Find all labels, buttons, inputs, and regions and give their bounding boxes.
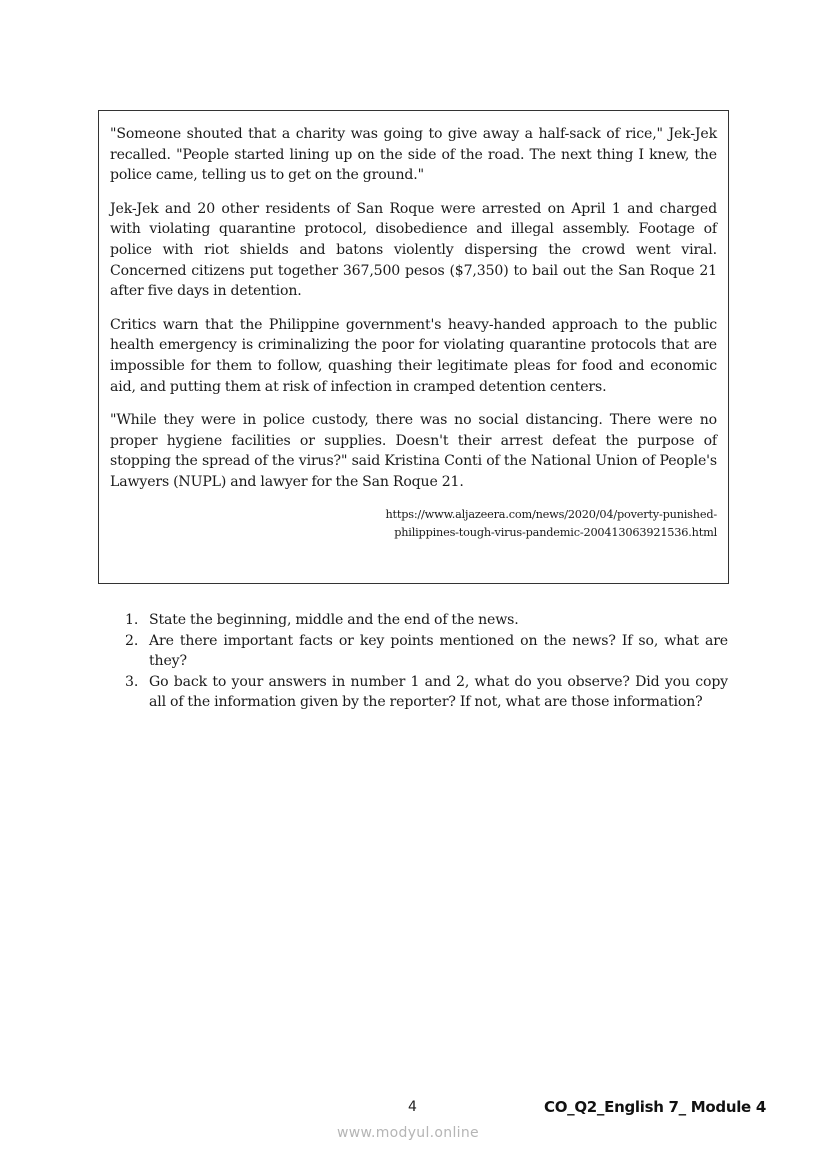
module-label: CO_Q2_English 7_ Module 4 bbox=[543, 1098, 766, 1116]
news-paragraph-2: Jek-Jek and 20 other residents of San Roque were arrested on April 1 and charged with violating quarantine protocol, disobedience and illegal assembly. Footage of police with riot shields and batons violently dispersing the crowd went viral. Concerned citizens put together 367,500 pesos ($7,350) to bail out the San Roque 21 after five days in detention. bbox=[110, 200, 717, 300]
source-url-line-2: philippines-tough-virus-pandemic-200413063921536.html bbox=[394, 525, 717, 539]
news-excerpt-box bbox=[98, 110, 729, 584]
question-item bbox=[122, 631, 728, 672]
question-number: 3. bbox=[125, 673, 139, 690]
question-text: Go back to your answers in number 1 and 2, what do you observe? Did you copy all of the information given by the reporter? If not, what are those information? bbox=[149, 673, 728, 711]
news-paragraph-1: "Someone shouted that a charity was going to give away a half-sack of rice," Jek-Jek recalled. "People started lining up on the side of the road. The next thing I knew, the police came, telling us to get on the ground." bbox=[110, 126, 717, 184]
news-paragraph-3: Critics warn that the Philippine government's heavy-handed approach to the public health emergency is criminalizing the poor for violating quarantine protocols that are impossible for them to follow, quashing their legitimate pleas for food and economic aid, and putting them at risk of infection in cramped detention centers. bbox=[110, 316, 717, 395]
news-paragraph-4: "While they were in police custody, there was no social distancing. There were no proper hygiene facilities or supplies. Doesn't their arrest defeat the purpose of stopping the spread of the virus?" said Kristina Conti of the National Union of People's Lawyers (NUPL) and lawyer for the San Roque 21. bbox=[110, 412, 717, 490]
watermark: www.modyul.online bbox=[337, 1125, 479, 1141]
source-citation bbox=[110, 506, 717, 542]
question-item bbox=[122, 610, 728, 631]
question-item bbox=[122, 672, 728, 713]
question-number: 2. bbox=[125, 632, 139, 649]
page-number: 4 bbox=[408, 1099, 417, 1115]
question-text: State the beginning, middle and the end of the news. bbox=[149, 612, 519, 628]
question-text: Are there important facts or key points mentioned on the news? If so, what are they? bbox=[149, 632, 728, 670]
question-list bbox=[122, 610, 728, 713]
source-url-line-1: https://www.aljazeera.com/news/2020/04/poverty-punished- bbox=[385, 507, 717, 521]
question-number: 1. bbox=[125, 612, 139, 628]
